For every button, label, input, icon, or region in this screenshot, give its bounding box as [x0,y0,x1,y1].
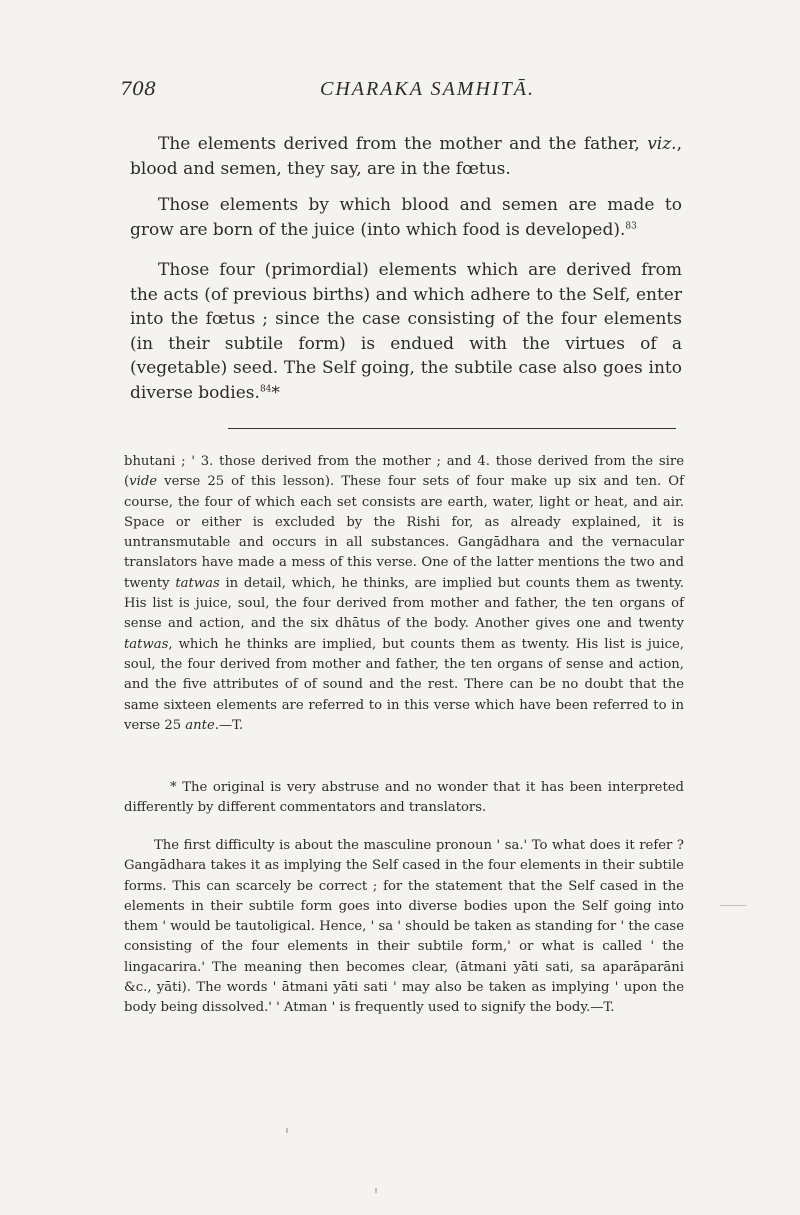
fn1-text-2: verse 25 of this lesson). These four sets of four make up six and ten. Of course, the four of which each set consists are earth, water, light or heat, and air. Space or either is excluded by the Rishi for, as already explained, it is untransmutable and occurs in all substances. Gangādhara and the vernacular translators have made a mess of this verse. One of the latter mentions the two and twenty [124,474,684,591]
main-paragraph-1 [130,132,682,181]
footnote-continuation [124,452,684,736]
paper-speck [375,1188,377,1193]
p1-text-b: , blood and semen, they say, are in the fœtus. [130,134,682,179]
fn1-text-1: bhutani ; ' 3. those derived from the mother ; and 4. those derived from the sire ( [124,454,684,490]
footnote-star-body [124,836,684,1019]
p1-viz: viz. [647,134,677,154]
p2-text: Those elements by which blood and semen are made to grow are born of the juice (into which food is developed). [130,195,682,240]
fn2-text: * The original is very abstruse and no wonder that it has been interpreted differently by different commentators and translators. [124,780,684,816]
fn1-ante: ante [185,717,215,733]
fn1-text-3: in detail, which, he thinks, are implied but counts them as twenty. His list is juice, soul, the four derived from mother and father, the ten organs of sense and action, and the six dhātus of the body. Another gives one and twenty [124,575,684,632]
fn3-text: The first difficulty is about the masculine pronoun ' sa.' To what does it refer ? Gangādhara takes it as implying the Self cased in the four elements in their subtile forms. This can scarcely be correct ; for the statement that the Self cased in the elements in their subtile form goes into diverse bodies upon the Self going into them ' would be tautoligical. Hence, ' sa ' should be taken as standing for ' the case consisting of the four elements in their subtile form,' or what is called ' the lingacarira.' The meaning then becomes clear, (ātmani yāti sati, sa aparāparāni &c., yāti). The words ' ātmani yāti sati ' may also be taken as implying ' upon the body being dissolved.' ' Atman ' is frequently used to signify the body.—T. [124,838,684,1016]
main-paragraph-3 [130,258,682,405]
footnote-ref-84: 84 [259,383,272,394]
footnote-star-intro [124,778,684,819]
fn1-vide: vide [129,474,158,490]
paper-speck [720,905,746,906]
main-paragraph-2 [130,193,682,242]
fn1-tatwas-1: tatwas [175,575,220,591]
paper-speck [286,1128,288,1133]
footnote-star: * [271,382,280,403]
fn1-text-5: .—T. [214,717,244,733]
running-head [120,78,680,104]
running-title: CHARAKA SAMHITĀ. [320,78,535,100]
fn1-text-4: , which he thinks are implied, but counts them as twenty. His list is juice, soul, the four derived from mother and father, the ten organs of sense and action, and the five attributes of of sound and the rest. There can be no doubt that the same sixteen elements are referred to in this verse which have been referred to in verse 25 [124,636,684,733]
page-number: 708 [120,78,157,100]
p3-text: Those four (primordial) elements which are derived from the acts (of previous births) and which adhere to the Self, enter into the fœtus ; since the case consisting of the four elements (in their subtile form) is endued with the virtues of a (vegetable) seed. The Self going, the subtile case also goes into diverse bodies. [130,260,682,403]
footnote-divider [228,428,676,429]
footnote-ref-83: 83 [625,220,637,231]
fn1-tatwas-2: tatwas [124,636,169,652]
p1-text-a: The elements derived from the mother and the father, [158,134,648,154]
